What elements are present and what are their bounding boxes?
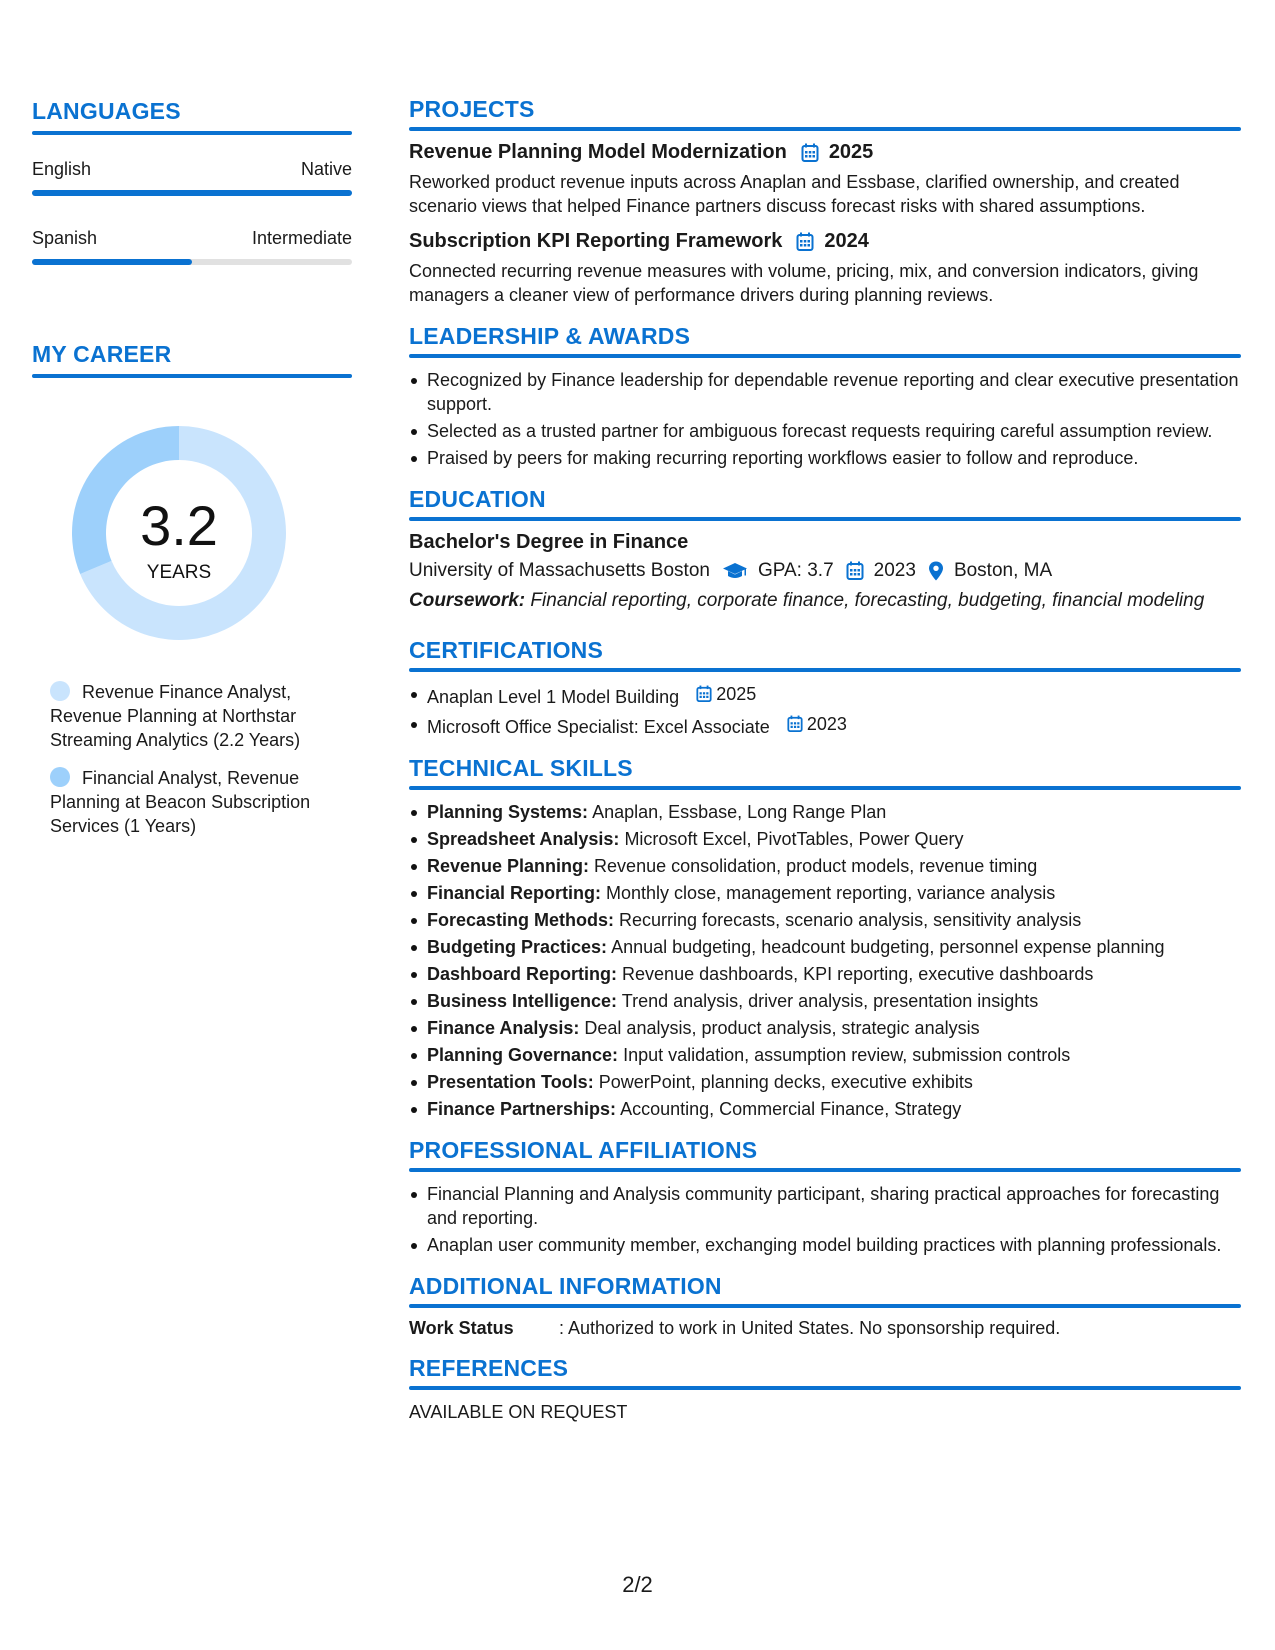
skills-list bbox=[409, 800, 1241, 1121]
graduation-cap-icon bbox=[722, 562, 748, 580]
school-location: Boston, MA bbox=[953, 560, 1053, 581]
skill-item bbox=[409, 962, 1241, 986]
legend-dot bbox=[50, 767, 70, 787]
coursework-text: Financial reporting, corporate finance, forecasting, budgeting, financial modeling bbox=[530, 590, 1205, 611]
project-description: Reworked product revenue inputs across Anaplan and Essbase, clarified ownership, and created scenario views that helped Finance partners discuss forecast risks with shared assumptions. bbox=[409, 172, 1180, 216]
skill-values: PowerPoint, planning decks, executive exhibits bbox=[598, 1072, 973, 1092]
career-legend bbox=[50, 680, 340, 852]
section-rule bbox=[409, 1168, 1241, 1172]
languages-title: LANGUAGES bbox=[32, 98, 181, 124]
language-item bbox=[32, 228, 352, 265]
skill-item bbox=[409, 854, 1241, 878]
section-rule bbox=[409, 668, 1241, 672]
calendar-icon bbox=[846, 561, 864, 581]
affiliations-section bbox=[409, 1137, 1241, 1257]
cert-name: Anaplan Level 1 Model Building bbox=[427, 687, 680, 707]
skill-category: Planning Governance: bbox=[427, 1045, 619, 1065]
skill-values: Annual budgeting, headcount budgeting, personnel expense planning bbox=[611, 937, 1165, 957]
references-text: AVAILABLE ON REQUEST bbox=[409, 1402, 628, 1422]
degree-title: Bachelor's Degree in Finance bbox=[409, 531, 689, 553]
skill-values: Deal analysis, product analysis, strategic analysis bbox=[584, 1018, 980, 1038]
projects-title: PROJECTS bbox=[409, 96, 535, 122]
affiliations-title: PROFESSIONAL AFFILIATIONS bbox=[409, 1137, 758, 1163]
list-item bbox=[409, 682, 1241, 709]
career-unit: YEARS bbox=[146, 562, 212, 583]
language-level: Intermediate bbox=[251, 228, 352, 248]
career-donut-chart bbox=[64, 418, 294, 648]
skill-values: Trend analysis, driver analysis, presentation insights bbox=[621, 991, 1039, 1011]
list-item: Praised by peers for making recurring reporting workflows easier to follow and reproduce. bbox=[409, 446, 1241, 470]
skill-category: Business Intelligence: bbox=[427, 991, 618, 1011]
skill-category: Planning Systems: bbox=[427, 802, 589, 822]
skills-section bbox=[409, 755, 1241, 1121]
legend-dot bbox=[50, 681, 70, 701]
graduation-year: 2023 bbox=[873, 560, 916, 581]
main-column bbox=[409, 96, 1241, 1440]
languages-section bbox=[32, 98, 352, 265]
skill-values: Input validation, assumption review, submission controls bbox=[623, 1045, 1071, 1065]
list-item: Recognized by Finance leadership for dependable revenue reporting and clear executive presentation support. bbox=[409, 368, 1241, 416]
additional-info-section bbox=[409, 1273, 1241, 1339]
language-proficiency-bar bbox=[32, 259, 352, 265]
skill-item bbox=[409, 1070, 1241, 1094]
references-title: REFERENCES bbox=[409, 1355, 569, 1381]
coursework bbox=[409, 588, 1241, 613]
school-name: University of Massachusetts Boston bbox=[409, 560, 710, 581]
language-item bbox=[32, 159, 352, 196]
skill-category: Budgeting Practices: bbox=[427, 937, 608, 957]
skill-item bbox=[409, 1043, 1241, 1067]
cert-year: 2025 bbox=[716, 684, 757, 704]
section-rule bbox=[409, 1304, 1241, 1308]
language-name: English bbox=[32, 159, 92, 179]
education-section bbox=[409, 486, 1241, 613]
skill-values: Accounting, Commercial Finance, Strategy bbox=[620, 1099, 962, 1119]
cert-name: Microsoft Office Specialist: Excel Associate bbox=[427, 717, 770, 737]
language-proficiency-fill bbox=[32, 190, 352, 196]
section-rule bbox=[409, 127, 1241, 131]
skills-title: TECHNICAL SKILLS bbox=[409, 755, 633, 781]
career-legend-label: Financial Analyst, Revenue Planning at Beacon Subscription Services (1 Years) bbox=[50, 768, 311, 836]
skill-item bbox=[409, 881, 1241, 905]
section-rule bbox=[409, 1386, 1241, 1390]
career-legend-label: Revenue Finance Analyst, Revenue Planning at Northstar Streaming Analytics (2.2 Years) bbox=[50, 682, 301, 750]
project-item bbox=[409, 230, 1241, 307]
career-section-header bbox=[32, 341, 352, 378]
skill-category: Financial Reporting: bbox=[427, 883, 602, 903]
skill-values: Monthly close, management reporting, variance analysis bbox=[606, 883, 1056, 903]
section-rule bbox=[409, 786, 1241, 790]
work-status-label: Work Status bbox=[409, 1318, 514, 1338]
project-year: 2025 bbox=[828, 141, 874, 163]
skill-item bbox=[409, 827, 1241, 851]
leadership-section bbox=[409, 323, 1241, 470]
gpa: GPA: 3.7 bbox=[757, 560, 834, 581]
skill-category: Revenue Planning: bbox=[427, 856, 590, 876]
project-name: Revenue Planning Model Modernization bbox=[409, 141, 787, 163]
additional-info-title: ADDITIONAL INFORMATION bbox=[409, 1273, 722, 1299]
project-item bbox=[409, 141, 1241, 218]
list-item: Anaplan user community member, exchanging model building practices with planning professionals. bbox=[409, 1233, 1241, 1257]
certifications-title: CERTIFICATIONS bbox=[409, 637, 604, 663]
calendar-icon bbox=[801, 143, 819, 163]
project-name: Subscription KPI Reporting Framework bbox=[409, 230, 783, 252]
skill-item bbox=[409, 1016, 1241, 1040]
calendar-icon bbox=[787, 715, 803, 733]
cert-year: 2023 bbox=[806, 714, 847, 734]
language-name: Spanish bbox=[32, 228, 98, 248]
project-description: Connected recurring revenue measures with volume, pricing, mix, and conversion indicators, giving managers a cleaner view of performance drivers during planning reviews. bbox=[409, 261, 1199, 305]
skill-values: Revenue dashboards, KPI reporting, executive dashboards bbox=[622, 964, 1094, 984]
project-year: 2024 bbox=[824, 230, 869, 252]
work-status-value: : Authorized to work in United States. No sponsorship required. bbox=[559, 1318, 1061, 1338]
coursework-label: Coursework: bbox=[409, 590, 526, 611]
career-legend-item bbox=[50, 766, 340, 838]
list-item bbox=[409, 712, 1241, 739]
skill-category: Spreadsheet Analysis: bbox=[427, 829, 620, 849]
career-legend-item bbox=[50, 680, 340, 752]
list-item: Selected as a trusted partner for ambiguous forecast requests requiring careful assumption review. bbox=[409, 419, 1241, 443]
skill-category: Finance Partnerships: bbox=[427, 1099, 617, 1119]
section-rule bbox=[32, 374, 352, 378]
skill-item bbox=[409, 1097, 1241, 1121]
list-item: Financial Planning and Analysis community participant, sharing practical approaches for forecasting and reporting. bbox=[409, 1182, 1241, 1230]
certifications-section bbox=[409, 637, 1241, 739]
skill-values: Revenue consolidation, product models, revenue timing bbox=[594, 856, 1038, 876]
calendar-icon bbox=[796, 232, 814, 252]
page-number: 2/2 bbox=[622, 1572, 653, 1597]
calendar-icon bbox=[696, 685, 712, 703]
skill-values: Anaplan, Essbase, Long Range Plan bbox=[592, 802, 887, 822]
section-rule bbox=[409, 517, 1241, 521]
skill-values: Recurring forecasts, scenario analysis, sensitivity analysis bbox=[619, 910, 1082, 930]
skill-category: Dashboard Reporting: bbox=[427, 964, 618, 984]
skill-category: Presentation Tools: bbox=[427, 1072, 594, 1092]
skill-item bbox=[409, 800, 1241, 824]
skill-item bbox=[409, 989, 1241, 1013]
references-section bbox=[409, 1355, 1241, 1424]
language-level: Native bbox=[300, 159, 352, 179]
skill-item bbox=[409, 908, 1241, 932]
career-title: MY CAREER bbox=[32, 341, 172, 367]
leadership-title: LEADERSHIP & AWARDS bbox=[409, 323, 691, 349]
projects-section bbox=[409, 96, 1241, 307]
education-title: EDUCATION bbox=[409, 486, 546, 512]
language-proficiency-fill bbox=[32, 259, 192, 265]
skill-values: Microsoft Excel, PivotTables, Power Query bbox=[624, 829, 964, 849]
location-pin-icon bbox=[928, 561, 944, 581]
skill-category: Finance Analysis: bbox=[427, 1018, 580, 1038]
section-rule bbox=[32, 131, 352, 135]
career-total-years: 3.2 bbox=[140, 494, 218, 557]
language-proficiency-bar bbox=[32, 190, 352, 196]
section-rule bbox=[409, 354, 1241, 358]
skill-item bbox=[409, 935, 1241, 959]
skill-category: Forecasting Methods: bbox=[427, 910, 615, 930]
